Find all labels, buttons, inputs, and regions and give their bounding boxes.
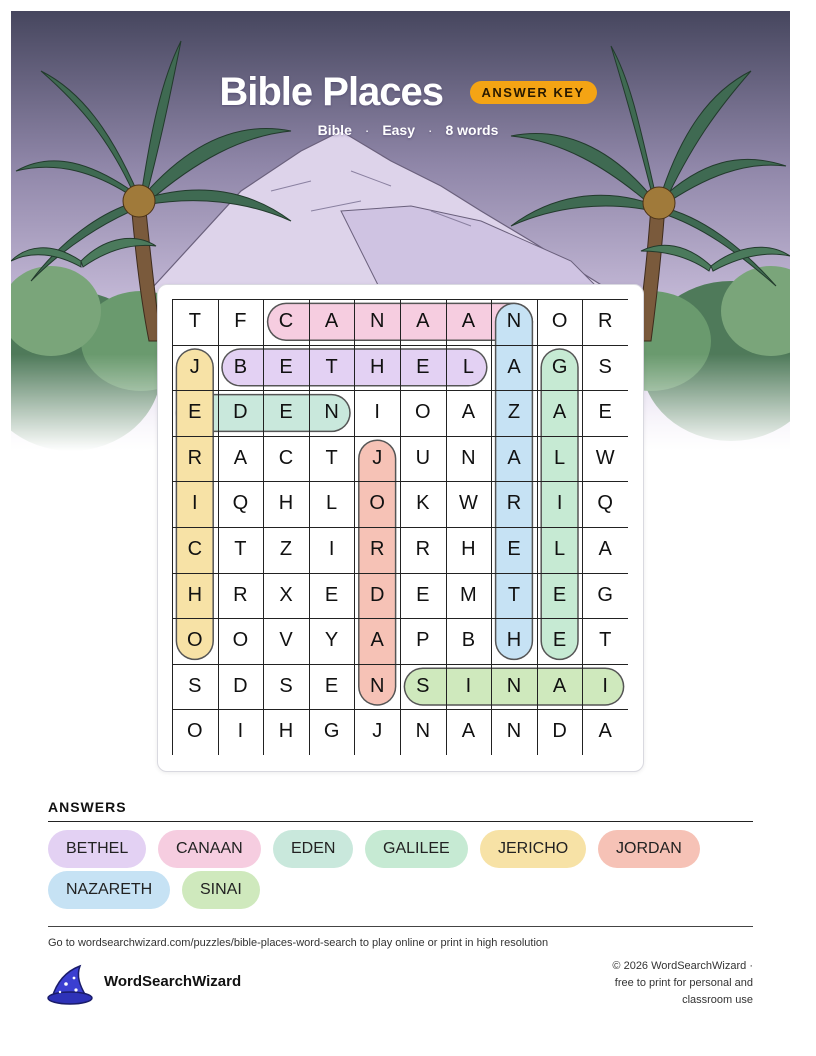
separator-dot: ·: [427, 122, 433, 138]
grid-letter: D: [369, 583, 385, 606]
wizard-hat-icon: [46, 962, 94, 1006]
grid-letter: Z: [507, 401, 521, 424]
answer-pill-sinai: SINAI: [182, 871, 260, 909]
grid-letter: U: [415, 446, 431, 469]
grid-letter: J: [372, 446, 383, 469]
grid-letter: H: [278, 492, 294, 515]
grid-letter: A: [507, 355, 521, 378]
grid-letter: N: [506, 674, 522, 697]
copyright-line: classroom use: [682, 994, 753, 1006]
grid-letter: O: [369, 492, 385, 515]
grid-letter: C: [187, 538, 203, 560]
grid-letter: S: [279, 674, 293, 697]
grid-letter: S: [416, 674, 430, 697]
grid-letter: J: [189, 355, 200, 378]
grid-letter: T: [188, 310, 201, 332]
grid-letter: R: [233, 583, 248, 606]
grid-letter: A: [552, 674, 567, 697]
grid-letter: O: [187, 720, 203, 743]
grid-letter: N: [324, 401, 339, 424]
grid-letter: Q: [597, 492, 613, 515]
grid-letter: R: [597, 310, 613, 332]
grid-letter: W: [458, 492, 478, 515]
grid-letter: V: [279, 629, 293, 652]
grid-letter: I: [237, 720, 244, 743]
grid-letter: A: [461, 310, 476, 332]
separator-dot: ·: [364, 122, 370, 138]
grid-letter: T: [325, 355, 338, 378]
grid-letter: A: [461, 720, 476, 743]
grid-letter: Y: [324, 629, 339, 652]
grid-letter: F: [234, 310, 247, 332]
grid-letter: R: [415, 538, 431, 560]
grid-letter: T: [325, 446, 338, 469]
grid-letter: J: [372, 720, 383, 743]
grid-letter: P: [416, 629, 430, 652]
grid-letter: I: [328, 538, 335, 560]
grid-letter: H: [506, 629, 522, 652]
grid-letter: O: [187, 629, 203, 652]
grid-letter: K: [416, 492, 430, 515]
grid-letter: B: [233, 355, 248, 378]
grid-letter: A: [507, 446, 521, 469]
online-link-text[interactable]: Go to wordsearchwizard.com/puzzles/bible-places-word-search to play online or print in high resolution: [48, 937, 549, 949]
grid-letter: C: [278, 446, 294, 469]
grid-letter: L: [462, 355, 474, 378]
grid-letter: E: [324, 583, 339, 606]
grid-letter: H: [369, 355, 385, 378]
grid-letter: T: [599, 629, 612, 652]
grid-letter: I: [556, 492, 563, 515]
grid-letter: W: [595, 446, 615, 469]
grid-letter: G: [597, 583, 613, 606]
word-search-grid: [172, 299, 628, 755]
grid-letter: L: [554, 446, 566, 469]
grid-letter: C: [278, 310, 294, 332]
grid-letter: H: [278, 720, 294, 743]
grid-letter: H: [187, 583, 203, 606]
grid-letter: L: [326, 492, 338, 515]
title-row: [0, 70, 816, 115]
grid-letter: N: [415, 720, 431, 743]
answers-heading: ANSWERS: [48, 799, 127, 815]
grid-letter: A: [598, 720, 612, 743]
grid-letter: S: [598, 355, 612, 378]
grid-letter: A: [324, 310, 339, 332]
grid-letter: L: [554, 538, 566, 560]
word-count-label: 8 words: [445, 122, 499, 138]
grid-letter: A: [370, 629, 384, 652]
grid-letter: I: [465, 674, 472, 697]
difficulty-label: Easy: [382, 122, 416, 138]
grid-letter: G: [323, 720, 340, 743]
grid-letter: A: [598, 538, 612, 560]
grid-letter: N: [369, 310, 385, 332]
brand-name: WordSearchWizard: [104, 973, 242, 990]
grid-letter: N: [506, 720, 522, 743]
answer-pill-galilee: GALILEE: [365, 830, 468, 868]
grid-letter: N: [369, 674, 385, 697]
grid-letter: A: [416, 310, 430, 332]
answer-pill-eden: EDEN: [273, 830, 353, 868]
grid-letter: B: [461, 629, 476, 652]
answer-pill-jericho: JERICHO: [480, 830, 586, 868]
grid-letter: E: [324, 674, 339, 697]
grid-letter: D: [552, 720, 567, 743]
grid-letter: E: [416, 583, 430, 606]
grid-letter: N: [461, 446, 476, 469]
grid-letter: O: [551, 310, 568, 332]
copyright-line: © 2026 WordSearchWizard ·: [612, 960, 753, 972]
answer-pill-jordan: JORDAN: [598, 830, 700, 868]
grid-letter: M: [460, 583, 477, 606]
answer-key-badge: ANSWER KEY: [470, 81, 597, 104]
grid-letter: X: [279, 583, 293, 606]
divider: [48, 926, 753, 927]
grid-letter: R: [187, 446, 203, 469]
answer-pill-nazareth: NAZARETH: [48, 871, 170, 909]
grid-letter: I: [602, 674, 608, 697]
grid-letter: O: [415, 401, 431, 424]
grid-letter: D: [233, 401, 248, 424]
divider: [48, 821, 753, 822]
category-label: Bible: [317, 122, 352, 138]
grid-letter: E: [552, 629, 567, 652]
grid-letter: I: [374, 401, 380, 424]
grid-letter: H: [461, 538, 476, 560]
grid-letter: N: [506, 310, 522, 332]
puzzle-title: Bible Places: [219, 70, 444, 114]
answer-pill-canaan: CANAAN: [158, 830, 261, 868]
answer-pill-bethel: BETHEL: [48, 830, 146, 868]
grid-letter: D: [233, 674, 248, 697]
grid-letter: E: [552, 583, 567, 606]
grid-letter: O: [232, 629, 249, 652]
grid-letter: A: [552, 401, 567, 424]
grid-letter: R: [369, 538, 385, 560]
grid-letter: E: [507, 538, 521, 560]
puzzle-meta: [0, 122, 816, 138]
grid-letter: T: [507, 583, 521, 606]
grid-letter: Q: [232, 492, 249, 515]
grid-letter: E: [598, 401, 612, 424]
grid-letter: A: [461, 401, 476, 424]
grid-letter: T: [234, 538, 247, 560]
copyright-notice: [553, 958, 753, 1009]
grid-letter: E: [279, 401, 293, 424]
grid-letter: E: [279, 355, 293, 378]
grid-letter: R: [506, 492, 522, 515]
grid-letter: A: [233, 446, 248, 469]
grid-letter: Z: [279, 538, 293, 560]
grid-letter: S: [188, 674, 202, 697]
grid-letter: E: [188, 401, 202, 424]
copyright-line: free to print for personal and: [614, 977, 753, 989]
grid-letter: G: [551, 355, 568, 378]
grid-letter: E: [416, 355, 430, 378]
grid-letter: I: [192, 492, 198, 515]
